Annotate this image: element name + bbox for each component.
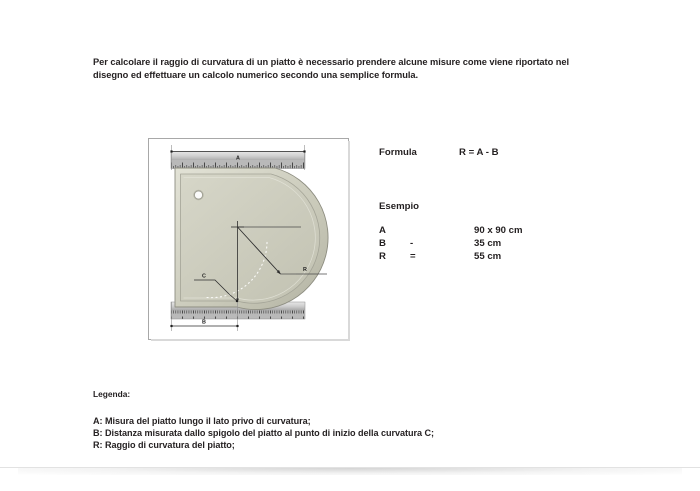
example-value: 55 cm (474, 251, 502, 262)
example-operator: = (410, 251, 416, 262)
table-row (379, 225, 523, 238)
example-symbol: R (379, 251, 386, 262)
page-shadow (18, 468, 682, 475)
shower-tray-body (175, 168, 328, 310)
dimension-label-r: R (303, 267, 307, 274)
example-title: Esempio (379, 201, 419, 212)
legend-heading: Legenda: (93, 389, 131, 399)
example-symbol: A (379, 225, 386, 236)
legend-item-a: A: Misura del piatto lungo il lato privo di curvatura; (93, 416, 311, 426)
table-row (379, 251, 523, 264)
example-operator (410, 225, 474, 238)
example-symbol: B (379, 238, 386, 249)
example-operator: - (410, 238, 414, 249)
legend-item-b: B: Distanza misurata dallo spigolo del piatto al punto di inizio della curvatura C; (93, 428, 434, 439)
example-values-table (379, 225, 523, 264)
example-value: 90 x 90 cm (474, 225, 523, 236)
technical-drawing-panel (148, 138, 349, 340)
table-row (379, 238, 523, 251)
legend-item-r: R: Raggio di curvatura del piatto; (93, 440, 235, 451)
formula-title: Formula (379, 147, 417, 158)
dimension-label-b: B (202, 319, 206, 326)
legend-list (93, 415, 434, 452)
drain-hole (193, 190, 203, 200)
example-value: 35 cm (474, 238, 502, 249)
intro-paragraph: Per calcolare il raggio di curvatura di un piatto è necessario prendere alcune misure come viene riportato nel disegno ed effettuare un calcolo numerico secondo una semplice formula. (93, 57, 570, 80)
formula-expression: R = A - B (459, 147, 499, 158)
dimension-label-a: A (236, 155, 240, 162)
shower-tray-diagram (149, 139, 348, 339)
dimension-label-c: C (202, 273, 206, 280)
